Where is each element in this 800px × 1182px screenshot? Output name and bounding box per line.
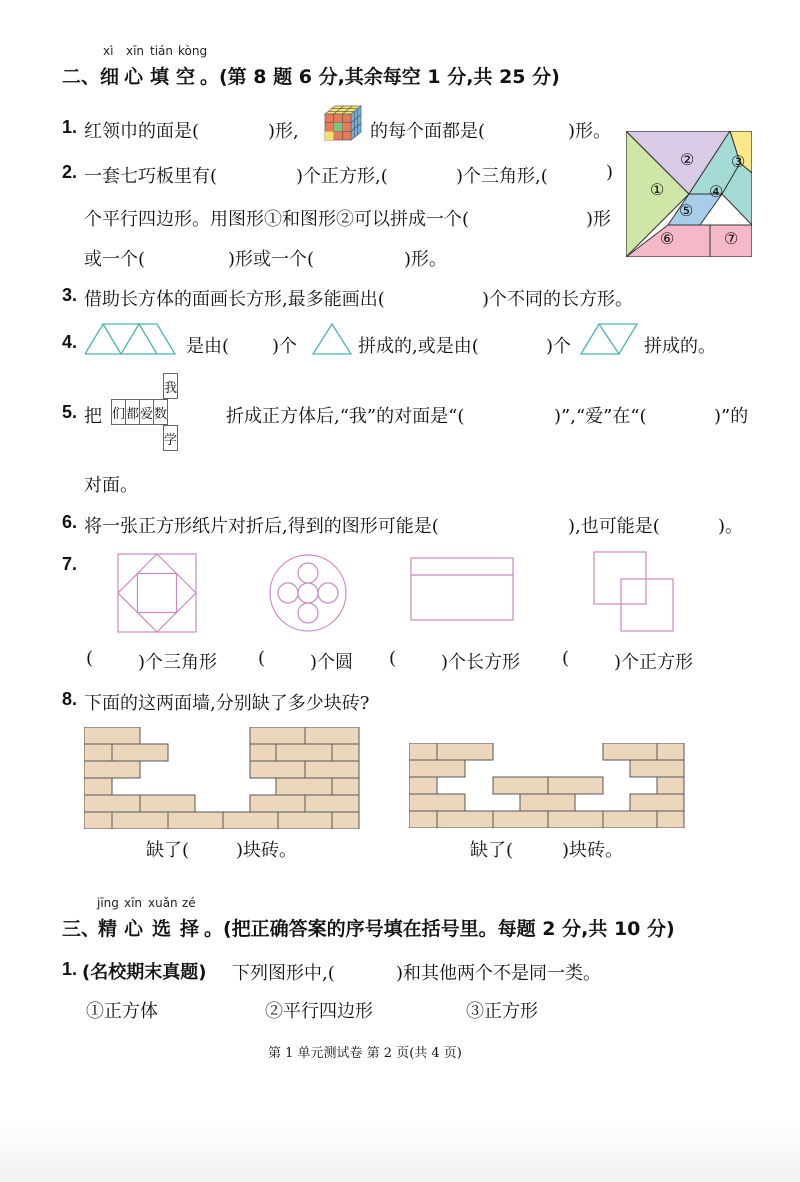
q6-text-2: ),也可能是( bbox=[568, 516, 660, 537]
q7-caption-2-close: )个圆 bbox=[310, 652, 354, 673]
q2-line3-a: 或一个( bbox=[84, 249, 146, 270]
pinyin-xi: xì bbox=[103, 44, 114, 58]
pinyin-xuan: xuǎn bbox=[148, 896, 178, 910]
q5-text-4: )”的 bbox=[714, 406, 749, 427]
section-3-prefix: 三、 bbox=[62, 918, 101, 940]
net-cell-2: 都 bbox=[126, 400, 140, 425]
brick-wall-1 bbox=[84, 727, 360, 829]
rubiks-cube-icon bbox=[323, 104, 363, 142]
question-number: 2. bbox=[62, 162, 78, 182]
q2-line3-c: )形。 bbox=[404, 249, 448, 270]
q2-line3-b: )形或一个( bbox=[228, 249, 315, 270]
question-number: 3. bbox=[62, 285, 78, 305]
q1-text-3: 的每个面都是( bbox=[370, 121, 486, 142]
section-3-note: 。(把正确答案的序号填在括号里。每题 2 分,共 10 分) bbox=[204, 918, 675, 940]
section-3-char-3: 选 bbox=[152, 918, 172, 940]
section-2-char-2: 心 bbox=[124, 66, 144, 88]
q6-text-1: 将一张正方形纸片对折后,得到的图形可能是( bbox=[84, 516, 439, 537]
q2-line1-a: 一套七巧板里有( bbox=[84, 166, 218, 187]
triangle-figure bbox=[312, 323, 352, 355]
question-number: 4. bbox=[62, 332, 78, 352]
s3q1-text-2: )和其他两个不是同一类。 bbox=[396, 963, 602, 984]
q2-line2-a: 个平行四边形。用图形①和图形②可以拼成一个( bbox=[84, 209, 470, 230]
pinyin-kong: kòng bbox=[178, 44, 208, 58]
q7-caption-4-open: ( bbox=[562, 648, 570, 669]
q4-text-3: 拼成的,或是由( bbox=[358, 336, 479, 357]
brick-wall-2 bbox=[409, 743, 685, 828]
overlapping-squares-figure bbox=[592, 550, 676, 634]
q3-text-1: 借助长方体的面画长方形,最多能画出( bbox=[84, 289, 385, 310]
q7-caption-1-close: )个三角形 bbox=[138, 652, 218, 673]
tangram-label-4: ④ bbox=[709, 182, 724, 201]
section-3-char-1: 精 bbox=[98, 918, 118, 940]
q8-caption-2-close: )块砖。 bbox=[562, 840, 624, 861]
pinyin-jing: jīng bbox=[97, 896, 119, 910]
parallelogram-figure bbox=[580, 323, 638, 355]
q1-text-4: )形。 bbox=[568, 121, 612, 142]
tangram-label-5: ⑤ bbox=[679, 201, 694, 220]
question-tag: (名校期末真题) bbox=[82, 962, 207, 983]
q8-caption-1-open: 缺了( bbox=[146, 840, 190, 861]
section-3-char-4: 择 bbox=[180, 918, 200, 940]
q5-text-1: 把 bbox=[84, 406, 102, 427]
net-cell-bottom: 学 bbox=[164, 426, 178, 451]
pinyin-ze: zé bbox=[182, 896, 196, 910]
page-bottom-shadow bbox=[0, 1122, 800, 1182]
s3q1-text-1: 下列图形中,( bbox=[232, 963, 335, 984]
tangram-label-7: ⑦ bbox=[724, 229, 739, 248]
tangram-label-6: ⑥ bbox=[660, 229, 675, 248]
q8-caption-1-close: )块砖。 bbox=[236, 840, 298, 861]
pinyin-xin: xīn bbox=[124, 896, 143, 910]
q5-text-2: 折成正方体后,“我”的对面是“( bbox=[226, 406, 465, 427]
q2-line1-d: ) bbox=[606, 162, 614, 183]
question-number: 6. bbox=[62, 512, 78, 532]
trapezoid-of-triangles-figure bbox=[85, 323, 177, 355]
q4-text-2: )个 bbox=[272, 336, 298, 357]
q1-text-2: )形, bbox=[268, 121, 299, 142]
q7-caption-3-close: )个长方形 bbox=[441, 652, 521, 673]
tangram-label-2: ② bbox=[680, 150, 695, 169]
question-number: 8. bbox=[62, 689, 78, 709]
section-2-char-1: 细 bbox=[100, 66, 120, 88]
q2-line1-c: )个三角形,( bbox=[456, 166, 548, 187]
q4-text-4: )个 bbox=[546, 336, 572, 357]
tangram-label-3: ③ bbox=[731, 152, 746, 171]
q3-text-2: )个不同的长方形。 bbox=[482, 289, 634, 310]
question-number: 1. bbox=[62, 117, 78, 137]
page-footer: 第 1 单元测试卷 第 2 页(共 4 页) bbox=[268, 1046, 462, 1061]
net-cell-3: 爱 bbox=[140, 400, 154, 425]
option-2: ②平行四边形 bbox=[265, 1001, 373, 1022]
q1-text-1: 红领巾的面是( bbox=[84, 121, 200, 142]
q4-text-5: 拼成的。 bbox=[644, 336, 716, 357]
net-cell-4: 数 bbox=[154, 400, 168, 425]
section-2-prefix: 二、 bbox=[62, 66, 101, 88]
q7-caption-4-close: )个正方形 bbox=[614, 652, 694, 673]
question-number: 5. bbox=[62, 402, 78, 422]
q2-line1-b: )个正方形,( bbox=[296, 166, 388, 187]
pinyin-xin: xīn bbox=[126, 44, 145, 58]
square-triangles-figure bbox=[117, 553, 197, 633]
q7-caption-3-open: ( bbox=[389, 648, 397, 669]
q7-caption-2-open: ( bbox=[258, 648, 266, 669]
rectangles-figure bbox=[410, 557, 514, 621]
pinyin-tian: tián bbox=[150, 44, 173, 58]
q5-line-2: 对面。 bbox=[84, 475, 138, 496]
question-number: 1. bbox=[62, 959, 78, 979]
section-3-char-2: 心 bbox=[124, 918, 144, 940]
question-number: 7. bbox=[62, 554, 78, 574]
option-3: ③正方形 bbox=[466, 1001, 538, 1022]
q5-text-3: )”,“爱”在“( bbox=[554, 406, 647, 427]
net-cell-top: 我 bbox=[164, 374, 178, 399]
q8-text: 下面的这两面墙,分别缺了多少块砖? bbox=[84, 693, 370, 714]
option-1: ①正方体 bbox=[86, 1001, 158, 1022]
net-cell-1: 们 bbox=[112, 400, 126, 425]
q8-caption-2-open: 缺了( bbox=[470, 840, 514, 861]
q6-text-3: )。 bbox=[718, 516, 744, 537]
q2-line2-b: )形 bbox=[586, 209, 612, 230]
q7-caption-1-open: ( bbox=[86, 648, 94, 669]
section-2-note: 。(第 8 题 6 分,其余每空 1 分,共 25 分) bbox=[200, 66, 560, 88]
q4-text-1: 是由( bbox=[186, 336, 230, 357]
tangram-label-1: ① bbox=[650, 180, 665, 199]
section-2-char-3: 填 bbox=[150, 66, 170, 88]
circles-figure bbox=[268, 553, 348, 633]
section-2-char-4: 空 bbox=[176, 66, 196, 88]
